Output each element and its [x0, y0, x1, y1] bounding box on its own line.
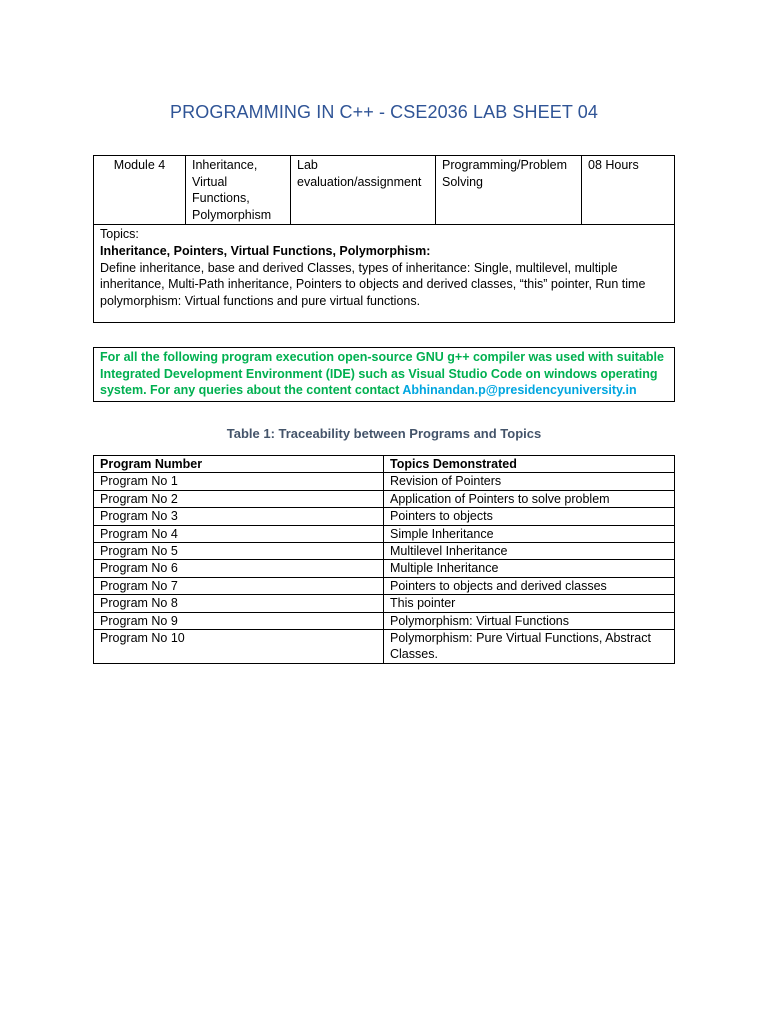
table-row: [94, 508, 675, 525]
compiler-note-text: For all the following program execution open-source GNU g++ compiler was used with suitable Integrated Development Environment (IDE) such as Visual Studio Code on windows operating system. For any queries about the content contact: [100, 350, 664, 398]
module-topic-cell: Inheritance, Virtual Functions, Polymorphism: [186, 156, 291, 225]
type-cell: Programming/Problem Solving: [436, 156, 582, 225]
topic-cell: Simple Inheritance: [384, 525, 675, 542]
column-header: Topics Demonstrated: [384, 456, 675, 473]
column-header: Program Number: [94, 456, 384, 473]
contact-email-link[interactable]: Abhinandan.p@presidencyuniversity.in: [402, 383, 637, 398]
topic-cell: Pointers to objects: [384, 508, 675, 525]
table-row: [94, 560, 675, 577]
topics-description: Define inheritance, base and derived Classes, types of inheritance: Single, multilevel, multiple inheritance, Multi-Path inheritance, Pointers to objects and derived classes, “this” pointer, Run time polymorphism: Virtual functions and pure virtual functions.: [100, 260, 646, 308]
program-number-cell: Program No 1: [94, 473, 384, 490]
table-row: [94, 630, 675, 664]
table-header-row: [94, 456, 675, 473]
program-number-cell: Program No 3: [94, 508, 384, 525]
program-number-cell: Program No 6: [94, 560, 384, 577]
topic-cell: Application of Pointers to solve problem: [384, 490, 675, 507]
table-row: [94, 473, 675, 490]
module-info-row: [94, 156, 675, 225]
duration-cell: 08 Hours: [582, 156, 675, 225]
module-number-cell: Module 4: [94, 156, 186, 225]
topic-cell: Polymorphism: Virtual Functions: [384, 612, 675, 629]
table-row: [94, 595, 675, 612]
topic-cell: Revision of Pointers: [384, 473, 675, 490]
program-number-cell: Program No 10: [94, 630, 384, 664]
compiler-note: [93, 347, 675, 402]
topic-cell: Multilevel Inheritance: [384, 543, 675, 560]
table-row: [94, 612, 675, 629]
topic-cell: Polymorphism: Pure Virtual Functions, Abstract Classes.: [384, 630, 675, 664]
topics-cell: [94, 225, 675, 323]
table-caption: Table 1: Traceability between Programs and Topics: [226, 426, 542, 441]
program-number-cell: Program No 4: [94, 525, 384, 542]
module-info-table: [93, 155, 675, 323]
table-row: [94, 525, 675, 542]
topics-heading: Inheritance, Pointers, Virtual Functions, Polymorphism:: [100, 243, 431, 258]
evaluation-cell: Lab evaluation/assignment: [291, 156, 436, 225]
program-number-cell: Program No 2: [94, 490, 384, 507]
topics-label: Topics:: [100, 227, 139, 242]
program-number-cell: Program No 5: [94, 543, 384, 560]
table-row: [94, 490, 675, 507]
program-number-cell: Program No 8: [94, 595, 384, 612]
traceability-table: [93, 455, 675, 664]
page-title: PROGRAMMING IN C++ - CSE2036 LAB SHEET 04: [170, 102, 598, 122]
topic-cell: Pointers to objects and derived classes: [384, 577, 675, 594]
program-number-cell: Program No 9: [94, 612, 384, 629]
program-number-cell: Program No 7: [94, 577, 384, 594]
topic-cell: Multiple Inheritance: [384, 560, 675, 577]
topic-cell: This pointer: [384, 595, 675, 612]
table-row: [94, 543, 675, 560]
topics-row: [94, 225, 675, 323]
table-row: [94, 577, 675, 594]
